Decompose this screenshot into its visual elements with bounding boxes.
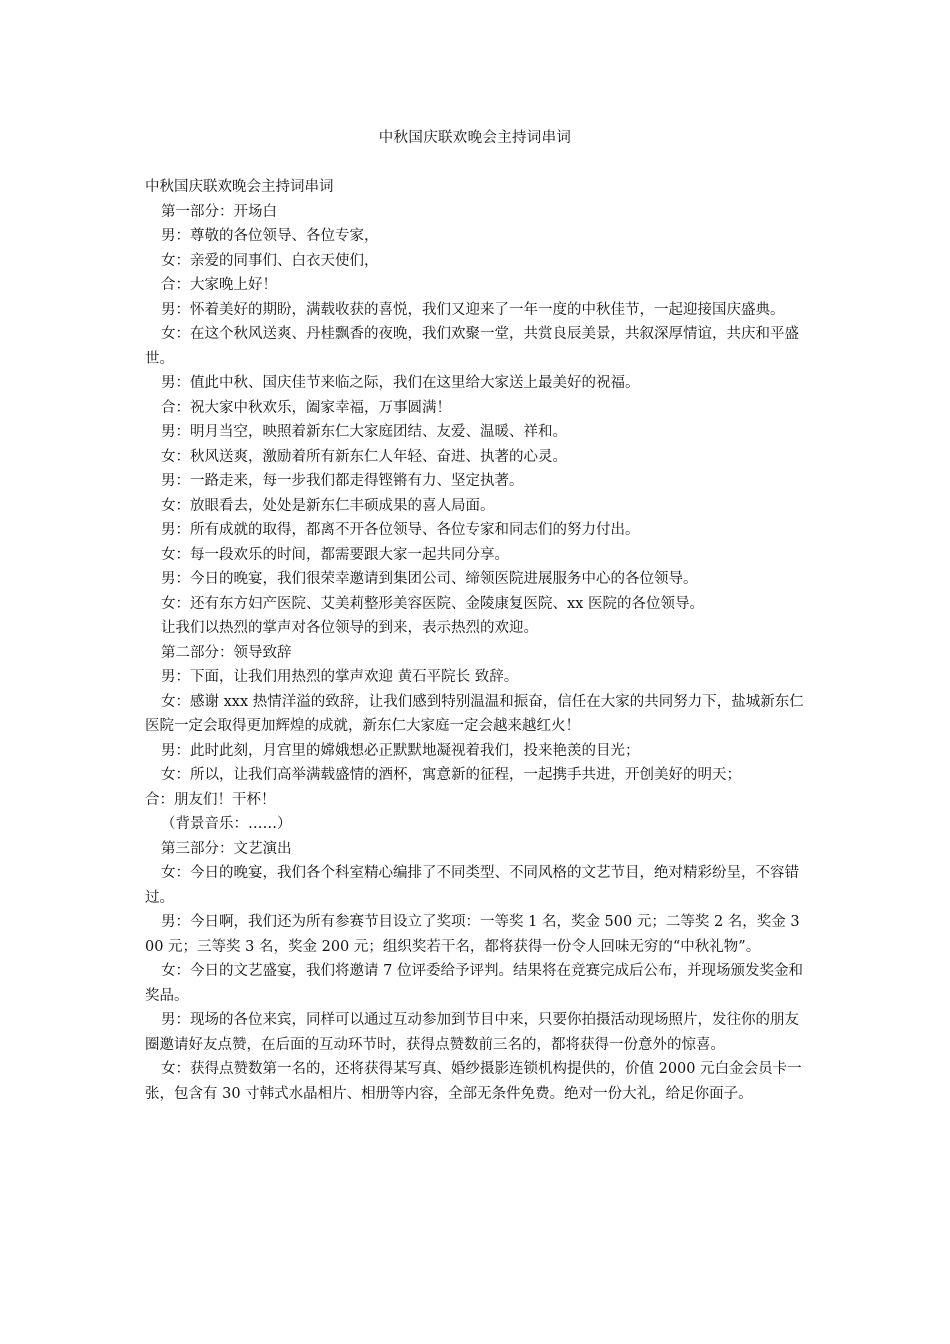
paragraph: 合：祝大家中秋欢乐，阖家幸福，万事圆满！ <box>161 399 451 416</box>
paragraph: 男：下面，让我们用热烈的掌声欢迎 黄石平院长 致辞。 <box>161 669 519 685</box>
paragraph: 女：感谢 xxx 热情洋溢的致辞，让我们感到特别温温和振奋，信任在大家的共同努力下，盐城新东仁医院一定会取得更加辉煌的成就，新东仁大家庭一定会越来越红火！ <box>145 693 804 734</box>
paragraph: 第二部分：领导致辞 <box>161 644 292 661</box>
paragraph: 男：此时此刻，月宫里的嫦娥想必正默默地凝视着我们，投来艳羡的目光； <box>161 742 640 759</box>
document-title: 中秋国庆联欢晚会主持词串词 <box>378 130 572 146</box>
paragraph: 女：获得点赞数第一名的，还将获得某写真、婚纱摄影连锁机构提供的，价值 2000 元白金会员卡一张，包含有 30 寸韩式水晶相片、相册等内容，全部无条件免费。绝对一份大礼，给足你面子。 <box>145 1061 802 1102</box>
paragraph: 合：朋友们！干杯！ <box>145 791 276 808</box>
paragraph: 男：明月当空，映照着新东仁大家庭团结、友爱、温暖、祥和。 <box>161 424 567 440</box>
paragraph: 男：一路走来，每一步我们都走得铿锵有力、坚定执著。 <box>161 473 524 489</box>
paragraph: 第三部分：文艺演出 <box>161 840 292 857</box>
paragraph: 女：今日的晚宴，我们各个科室精心编排了不同类型、不同风格的文艺节目，绝对精彩纷呈，不容错过。 <box>145 865 799 906</box>
paragraph: 男：怀着美好的期盼，满载收获的喜悦，我们又迎来了一年一度的中秋佳节，一起迎接国庆盛典。 <box>161 301 785 318</box>
paragraph: 男：值此中秋、国庆佳节来临之际，我们在这里给大家送上最美好的祝福。 <box>161 375 640 391</box>
paragraph: 女：秋风送爽，激励着所有新东仁人年轻、奋进、执著的心灵。 <box>161 448 567 465</box>
paragraph: 男：今日啊，我们还为所有参赛节目设立了奖项：一等奖 1 名，奖金 500 元；二等奖 2 名，奖金 300 元；三等奖 3 名，奖金 200 元；组织奖若干名，都将获得一份令人回味无穷的“中秋礼物”。 <box>145 914 800 955</box>
paragraph: 女：今日的文艺盛宴，我们将邀请 7 位评委给予评判。结果将在竞赛完成后公布，并现场颁发奖金和奖品。 <box>145 963 803 1004</box>
document-body <box>145 175 807 1106</box>
paragraph: 让我们以热烈的掌声对各位领导的到来，表示热烈的欢迎。 <box>161 620 538 636</box>
paragraph: 女：亲爱的同事们、白衣天使们， <box>161 252 379 269</box>
paragraph: 男：所有成就的取得，都离不开各位领导、各位专家和同志们的努力付出。 <box>161 522 640 538</box>
paragraph: 女：在这个秋风送爽、丹桂飘香的夜晚，我们欢聚一堂，共赏良辰美景，共叙深厚情谊，共庆和平盛世。 <box>145 326 799 367</box>
paragraph: 男：尊敬的各位领导、各位专家， <box>161 228 379 244</box>
paragraph: 第一部分：开场白 <box>161 203 277 220</box>
paragraph: 合：大家晚上好！ <box>161 277 277 293</box>
paragraph: 女：还有东方妇产医院、艾美莉整形美容医院、金陵康复医院、xx 医院的各位领导。 <box>161 595 704 612</box>
paragraph: （背景音乐：……） <box>161 816 292 832</box>
paragraph: 女：所以，让我们高举满载盛情的酒杯，寓意新的征程，一起携手共进，开创美好的明天； <box>161 767 741 783</box>
paragraph: 女：放眼看去，处处是新东仁丰硕成果的喜人局面。 <box>161 497 495 514</box>
paragraph: 中秋国庆联欢晚会主持词串词 <box>145 179 334 195</box>
paragraph: 女：每一段欢乐的时间，都需要跟大家一起共同分享。 <box>161 546 509 563</box>
paragraph: 男：现场的各位来宾，同样可以通过互动参加到节目中来，只要你拍摄活动现场照片，发往你的朋友圈邀请好友点赞，在后面的互动环节时，获得点赞数前三名的，都将获得一份意外的惊喜。 <box>145 1012 799 1053</box>
paragraph: 男：今日的晚宴，我们很荣幸邀请到集团公司、缔领医院进展服务中心的各位领导。 <box>161 571 698 587</box>
